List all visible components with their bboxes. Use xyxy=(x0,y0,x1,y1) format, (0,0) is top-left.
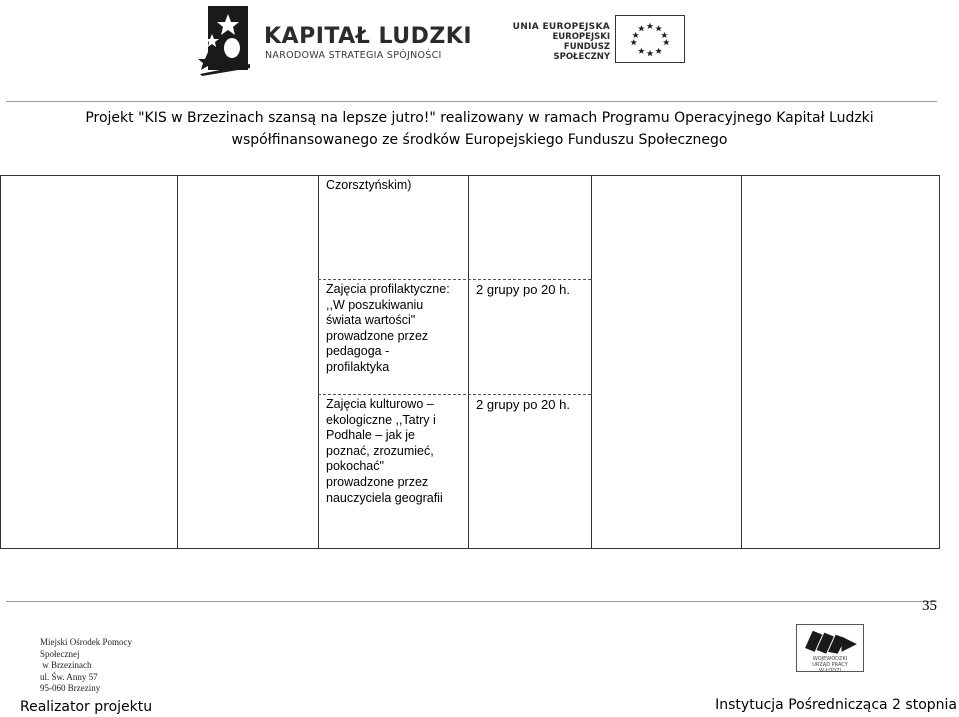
eu-flag-icon xyxy=(615,15,685,63)
eu-line-2: EUROPEJSKI xyxy=(552,32,610,42)
page-number: 35 xyxy=(922,598,937,614)
kapital-ludzki-logo-icon xyxy=(198,4,250,76)
table-column-divider xyxy=(468,175,469,549)
org-line: ul. Św. Anny 57 xyxy=(40,671,98,682)
activity-line: profilaktyka xyxy=(326,359,390,374)
wup-line: WOJEWÓDZKI xyxy=(812,656,848,662)
wup-line: W ŁODZI xyxy=(818,668,842,674)
footer-rule xyxy=(6,601,937,602)
org-line: Miejski Ośrodek Pomocy xyxy=(40,637,132,647)
footer-intermediate-institution: Instytucja Pośrednicząca 2 stopnia xyxy=(715,697,957,713)
activity-line: pedagoga - xyxy=(326,344,390,359)
table-column-divider xyxy=(741,175,742,549)
kapital-ludzki-title: KAPITAŁ LUDZKI xyxy=(264,24,473,49)
table-row-divider xyxy=(318,279,591,280)
activity-line: nauczyciela geografii xyxy=(326,490,443,505)
project-title-line-1: Projekt "KIS w Brzezinach szansą na lepsze jutro!" realizowany w ramach Programu Operacyjnego Kapitał Ludzki xyxy=(85,110,874,126)
activity-description xyxy=(326,397,443,506)
activity-line: Zajęcia kulturowo – xyxy=(326,397,434,411)
wup-line: URZĄD PRACY xyxy=(812,662,848,668)
activity-line: świata wartości" xyxy=(326,313,416,328)
eu-line-3: FUNDUSZ SPOŁECZNY xyxy=(553,42,610,62)
activity-line: ,,W poszukiwaniu xyxy=(326,297,424,312)
footer-realizator: Realizator projektu xyxy=(20,699,153,715)
kapital-ludzki-subtitle: NARODOWA STRATEGIA SPÓJNOŚCI xyxy=(265,50,442,61)
project-title-line-2: współfinansowanego ze środków Europejskiego Funduszu Społecznego xyxy=(231,132,728,148)
org-line: w Brzezinach xyxy=(40,660,92,670)
organization-info xyxy=(40,637,132,695)
org-line: Społecznej xyxy=(40,648,80,659)
activity-groups: 2 grupy po 20 h. xyxy=(476,282,570,297)
table-cell-continued-text: Czorsztyńskim) xyxy=(326,178,412,192)
activity-line: ekologiczne ,,Tatry i xyxy=(326,412,436,427)
activity-line: poznać, zrozumieć, xyxy=(326,443,434,458)
wup-logo-text xyxy=(800,656,860,674)
eu-line-1: UNIA EUROPEJSKA xyxy=(512,22,610,32)
header-rule xyxy=(6,101,937,102)
activity-line: prowadzone przez xyxy=(326,474,429,489)
table-row-divider xyxy=(318,394,591,395)
activity-line: prowadzone przez xyxy=(326,328,429,343)
eu-logo-text xyxy=(510,22,610,62)
activity-line: pokochać" xyxy=(326,459,384,474)
activity-line: Zajęcia profilaktyczne: xyxy=(326,282,450,296)
table-column-divider xyxy=(591,175,592,549)
org-line: 95-060 Brzeziny xyxy=(40,683,101,693)
activity-description xyxy=(326,282,450,376)
table-column-divider xyxy=(318,175,319,549)
activity-line: Podhale – jak je xyxy=(326,428,415,443)
table-column-divider xyxy=(177,175,178,549)
schedule-table xyxy=(0,175,940,549)
activity-groups: 2 grupy po 20 h. xyxy=(476,397,570,412)
